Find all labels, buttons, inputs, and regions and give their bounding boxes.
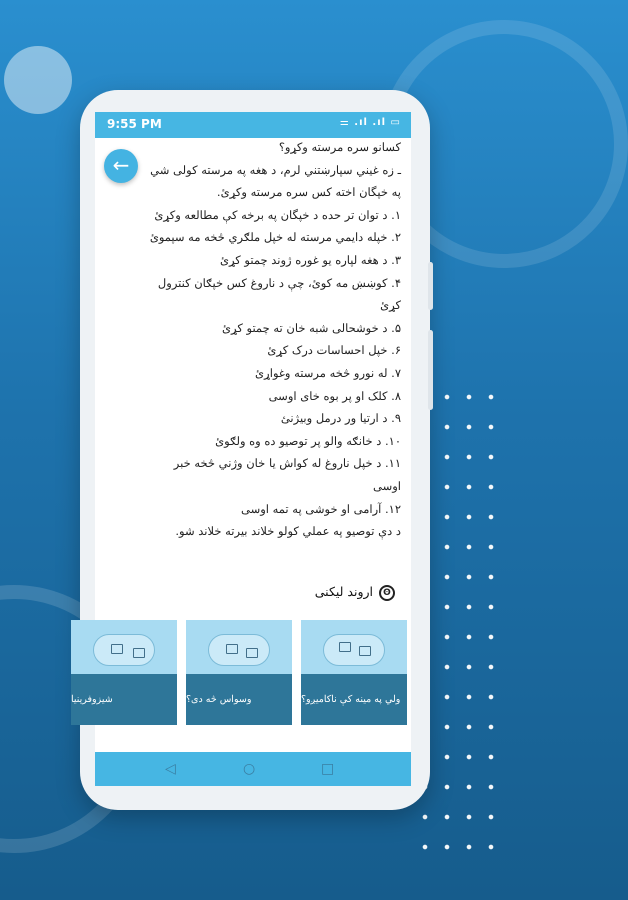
phone-screen	[71, 112, 411, 786]
related-card[interactable]	[186, 620, 292, 725]
card-caption: شیزوفرینیا	[71, 674, 177, 725]
device-icon	[133, 648, 145, 658]
cloud-icon	[208, 634, 270, 666]
article-line: ـ زه غیني سپارښتني لرم، د هغه په مرسته کولی شي	[150, 162, 401, 177]
cloud-icon	[323, 634, 385, 666]
article-line: د دې توصیو په عملي کولو خلاند بیرته خلاند شو.	[175, 524, 401, 539]
card-illustration	[301, 620, 407, 674]
article-line: ۲. خپله دایمي مرسته له خپل ملګري څخه مه سپموئ	[149, 230, 401, 245]
android-nav-bar	[95, 752, 411, 786]
device-icon	[246, 648, 258, 658]
related-cards[interactable]	[71, 620, 411, 728]
article-line: ۱۰. د خانګه والو پر توصیو ده وه ولګوئ	[215, 433, 401, 448]
device-icon	[359, 646, 371, 656]
related-card[interactable]	[301, 620, 407, 725]
article-line: کسانو سره مرسته وکړو؟	[278, 140, 401, 154]
related-articles-title: اروند لیکنی	[314, 584, 373, 599]
status-time: 9:55 PM	[107, 117, 162, 131]
card-illustration	[71, 620, 177, 674]
device-icon	[111, 644, 123, 654]
device-icon	[226, 644, 238, 654]
brain-icon: ʘ	[379, 585, 395, 601]
nav-home-icon[interactable]: ○	[243, 761, 256, 777]
card-caption: وسواس څه دی؟	[186, 674, 292, 725]
arrow-left-icon: ←	[112, 153, 130, 177]
related-card[interactable]	[71, 620, 177, 725]
article-line: په خپگان اخته کس سره مرسته وکړئ.	[216, 185, 401, 200]
article-line: ۸. کلک او پر بوه خای اوسی	[268, 388, 401, 403]
article-content	[103, 136, 401, 543]
article-line: ۷. له نورو څخه مرسته وغواړئ	[255, 365, 401, 380]
article-line: ۱. د توان تر حده د خپگان په برخه کې مطالعه وکړئ	[154, 207, 401, 222]
article-line: ۴. کوښښ مه کوئ، چې د ناروغ کس خپګان کنترول	[157, 275, 401, 290]
card-illustration	[186, 620, 292, 674]
phone-volume-button	[428, 330, 433, 410]
cloud-icon	[93, 634, 155, 666]
phone-power-button	[428, 262, 433, 310]
card-caption: ولي په مینه کې ناکامیږو؟	[301, 674, 407, 725]
article-line: اوسی	[373, 478, 401, 493]
nav-back-icon[interactable]: ◁	[165, 761, 176, 777]
decor-circle-solid	[4, 46, 72, 114]
article-line: ۹. د ارتیا ور درمل وبیژنئ	[280, 411, 401, 426]
status-bar	[95, 112, 411, 138]
article-line: ۵. د خوشحالی شبه خان ته چمتو کړئ	[222, 320, 401, 335]
article-line: ۳. د هغه لپاره یو غوره ژوند چمتو کړئ	[219, 252, 401, 267]
article-line: ۱۱. د خپل ناروغ له کواش یا خان وژني څخه خبر	[173, 456, 401, 471]
article-line: کړئ	[380, 298, 401, 313]
back-button[interactable]	[104, 149, 138, 183]
related-articles-header	[103, 584, 399, 606]
device-icon	[339, 642, 351, 652]
article-line: ۱۲. آرامی او خوشی په تمه اوسی	[240, 501, 401, 516]
nav-recent-icon[interactable]: □	[321, 761, 335, 777]
status-icons: ⚌ .ıl .ıl ▭	[339, 117, 401, 128]
article-line: ۶. خپل احساسات درک کړئ	[267, 343, 401, 358]
